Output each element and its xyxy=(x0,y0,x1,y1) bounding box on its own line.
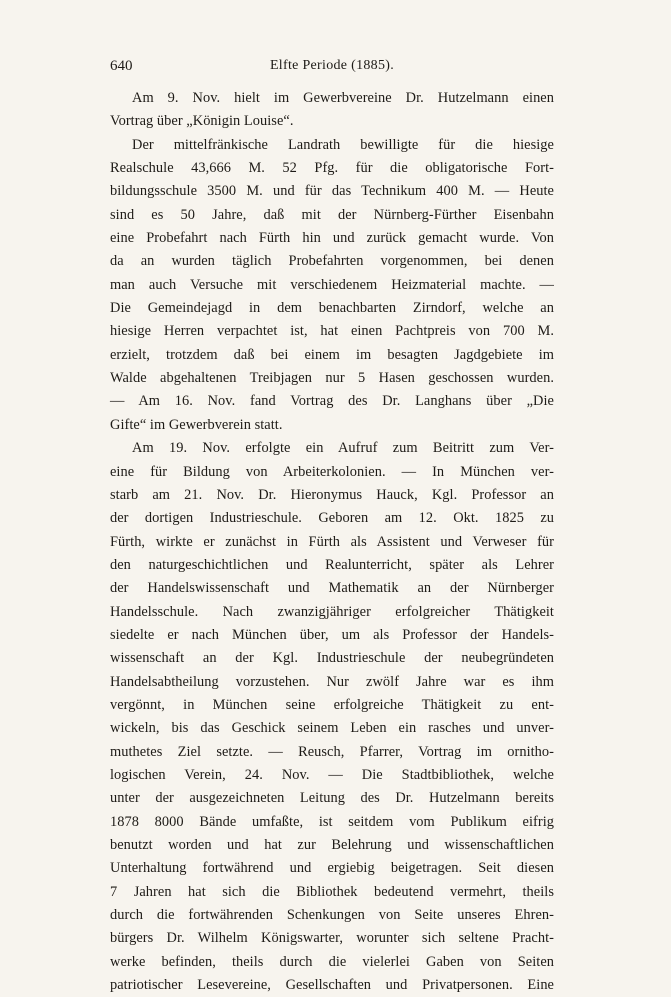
text-line: 7 Jahren hat sich die Bibliothek bedeutend vermehrt, theils xyxy=(110,883,554,900)
text-line: wissenschaft an der Kgl. Industrieschule der neubegründeten xyxy=(110,650,554,667)
text-line: man auch Versuche mit verschiedenem Heizmaterial machte. — xyxy=(110,276,554,293)
text-line: Der mittelfränkische Landrath bewilligte für die hiesige xyxy=(132,136,554,153)
text-line: unter der ausgezeichneten Leitung des Dr. Hutzelmann bereits xyxy=(110,790,554,807)
text-line: Am 19. Nov. erfolgte ein Aufruf zum Beitritt zum Ver- xyxy=(132,440,554,457)
text-line: logischen Verein, 24. Nov. — Die Stadtbibliothek, welche xyxy=(110,766,554,783)
text-line: eine für Bildung von Arbeiterkolonien. — In München ver- xyxy=(110,463,554,480)
text-line: Die Gemeindejagd in dem benachbarten Zirndorf, welche an xyxy=(110,300,554,317)
running-head: Elfte Periode (1885). xyxy=(269,58,395,73)
text-line: benutzt worden und hat zur Belehrung und wissenschaftlichen xyxy=(110,837,554,853)
text-line: siedelte er nach München über, um als Professor der Handels- xyxy=(110,626,554,643)
text-line: der Handelswissenschaft und Mathematik an der Nürnberger xyxy=(110,580,554,597)
text-line: hiesige Herren verpachtet ist, hat einen Pachtpreis von 700 M. xyxy=(110,323,554,340)
text-line: erzielt, trotzdem daß bei einem im besagten Jagdgebiete im xyxy=(110,346,554,363)
text-line: bildungsschule 3500 M. und für das Technikum 400 M. — Heute xyxy=(110,183,554,200)
text-line: den naturgeschichtlichen und Realunterricht, später als Lehrer xyxy=(110,556,554,573)
text-line: Vortrag über „Königin Louise“. xyxy=(110,113,294,130)
text-line: muthetes Ziel setzte. — Reusch, Pfarrer, Vortrag im ornitho- xyxy=(110,743,554,760)
text-line: Handelsschule. Nach zwanzigjähriger erfolgreicher Thätigkeit xyxy=(110,603,554,620)
text-line: vergönnt, in München seine erfolgreiche Thätigkeit zu ent- xyxy=(110,696,554,713)
text-line: Handelsabtheilung vorzustehen. Nur zwölf Jahre war es ihm xyxy=(110,673,554,690)
text-line: Am 9. Nov. hielt im Gewerbvereine Dr. Hutzelmann einen xyxy=(132,90,554,106)
text-line: bürgers Dr. Wilhelm Königswarter, worunter sich seltene Pracht- xyxy=(110,930,554,947)
text-line: Fürth, wirkte er zunächst in Fürth als Assistent und Verweser für xyxy=(110,533,554,550)
text-line: Gifte“ im Gewerbverein statt. xyxy=(110,416,283,433)
text-line: wickeln, bis das Geschick seinem Leben ein rasches und unver- xyxy=(110,720,554,737)
text-line: 1878 8000 Bände umfaßte, ist seitdem vom Publikum eifrig xyxy=(110,813,554,830)
text-line: werke befinden, theils durch die vielerlei Gaben von Seiten xyxy=(110,953,554,970)
text-line: sind es 50 Jahre, daß mit der Nürnberg-Fürther Eisenbahn xyxy=(110,206,554,223)
page-number: 640 xyxy=(110,58,133,74)
text-line: Unterhaltung fortwährend und ergiebig beigetragen. Seit diesen xyxy=(110,860,554,877)
text-line: Walde abgehaltenen Treibjagen nur 5 Hasen geschossen wurden. xyxy=(110,370,554,387)
text-line: — Am 16. Nov. fand Vortrag des Dr. Langhans über „Die xyxy=(110,393,554,410)
text-line: durch die fortwährenden Schenkungen von Seite unseres Ehren- xyxy=(110,907,554,924)
text-line: Realschule 43,666 M. 52 Pfg. für die obligatorische Fort- xyxy=(110,160,554,177)
page-header xyxy=(110,58,554,80)
text-line: starb am 21. Nov. Dr. Hieronymus Hauck, Kgl. Professor an xyxy=(110,486,554,503)
text-line: eine Probefahrt nach Fürth hin und zurück gemacht wurde. Von xyxy=(110,230,554,247)
body-text xyxy=(110,87,554,997)
text-line: da an wurden täglich Probefahrten vorgenommen, bei denen xyxy=(110,253,554,270)
text-line: patriotischer Lesevereine, Gesellschaften und Privatpersonen. Eine xyxy=(110,977,554,994)
text-line: der dortigen Industrieschule. Geboren am 12. Okt. 1825 zu xyxy=(110,510,554,527)
